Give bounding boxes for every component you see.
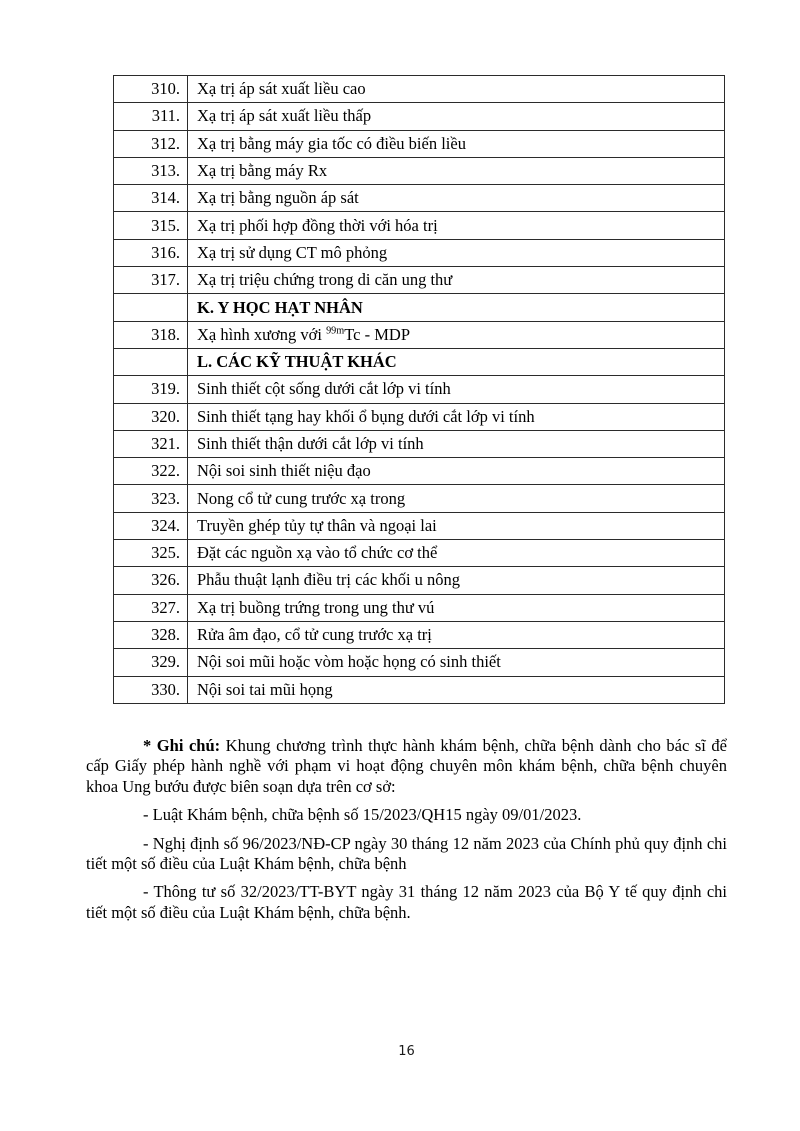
section-header-row — [114, 294, 725, 321]
row-number: 330. — [114, 676, 188, 703]
table-row — [114, 76, 725, 103]
procedure-name: Xạ trị bằng máy Rx — [188, 157, 725, 184]
row-number: 324. — [114, 512, 188, 539]
table-row — [114, 485, 725, 512]
row-number: 321. — [114, 430, 188, 457]
isotope-superscript: 99m — [326, 325, 345, 337]
row-number: 316. — [114, 239, 188, 266]
procedure-name: Phẫu thuật lạnh điều trị các khối u nông — [188, 567, 725, 594]
table-row — [114, 239, 725, 266]
table-row — [114, 540, 725, 567]
table-row — [114, 212, 725, 239]
note-text: - Luật Khám bệnh, chữa bệnh số 15/2023/QH15 ngày 09/01/2023. — [143, 805, 582, 825]
row-number: 326. — [114, 567, 188, 594]
procedure-name: Xạ trị bằng nguồn áp sát — [188, 185, 725, 212]
procedure-name: Nong cổ tử cung trước xạ trong — [188, 485, 725, 512]
table-row — [114, 430, 725, 457]
row-number: 313. — [114, 157, 188, 184]
note-text: - Nghị định số 96/2023/NĐ-CP ngày 30 tháng 12 năm 2023 của Chính phủ quy định chi tiết một số điều của Luật Khám bệnh, chữa bệnh — [86, 833, 727, 874]
table-row — [114, 185, 725, 212]
procedure-name: Xạ trị triệu chứng trong di căn ung thư — [188, 267, 725, 294]
table-row — [114, 130, 725, 157]
procedure-name: Sinh thiết tạng hay khối ổ bụng dưới cắt lớp vi tính — [188, 403, 725, 430]
procedure-name: Rửa âm đạo, cổ tử cung trước xạ trị — [188, 621, 725, 648]
section-header-label: L. CÁC KỸ THUẬT KHÁC — [188, 348, 725, 375]
note-label: * Ghi chú: — [143, 736, 221, 755]
note-paragraph — [86, 805, 727, 825]
note-text: - Thông tư số 32/2023/TT-BYT ngày 31 tháng 12 năm 2023 của Bộ Y tế quy định chi tiết một số điều của Luật Khám bệnh, chữa bệnh. — [86, 882, 727, 922]
table-row — [114, 157, 725, 184]
table-row — [114, 321, 725, 348]
procedure-name: Xạ hình xương với $^{99m}$Tc - MDP — [188, 321, 725, 348]
row-number — [114, 348, 188, 375]
section-header-row — [114, 348, 725, 375]
table-row — [114, 594, 725, 621]
page-number: 16 — [398, 1044, 415, 1059]
row-number: 323. — [114, 485, 188, 512]
procedure-name: Truyền ghép tủy tự thân và ngoại lai — [188, 512, 725, 539]
note-paragraph — [86, 834, 727, 875]
row-number: 312. — [114, 130, 188, 157]
table-row — [114, 676, 725, 703]
row-number: 320. — [114, 403, 188, 430]
procedure-name: Nội soi mũi hoặc vòm hoặc họng có sinh thiết — [188, 649, 725, 676]
table-row — [114, 376, 725, 403]
procedure-name: Sinh thiết cột sống dưới cắt lớp vi tính — [188, 376, 725, 403]
table-row — [114, 621, 725, 648]
row-number: 318. — [114, 321, 188, 348]
section-header-label: K. Y HỌC HẠT NHÂN — [188, 294, 725, 321]
table-row — [114, 458, 725, 485]
row-number: 325. — [114, 540, 188, 567]
row-number — [114, 294, 188, 321]
row-number: 319. — [114, 376, 188, 403]
table-row — [114, 512, 725, 539]
note-paragraph — [86, 882, 727, 923]
procedure-name: Xạ trị áp sát xuất liều thấp — [188, 103, 725, 130]
table-row — [114, 267, 725, 294]
row-number: 311. — [114, 103, 188, 130]
table-row — [114, 649, 725, 676]
procedure-name: Xạ trị bằng máy gia tốc có điều biến liều — [188, 130, 725, 157]
row-number: 317. — [114, 267, 188, 294]
procedure-name: Sinh thiết thận dưới cắt lớp vi tính — [188, 430, 725, 457]
note-text: Khung chương trình thực hành khám bệnh, chữa bệnh dành cho bác sĩ để cấp Giấy phép hành nghề với phạm vi hoạt động chuyên môn khám bệnh, chữa bệnh chuyên khoa Ung bướu được biên soạn dựa trên cơ sở: — [86, 736, 727, 796]
note-paragraph — [86, 736, 727, 797]
row-number: 322. — [114, 458, 188, 485]
procedure-table — [113, 75, 725, 704]
row-number: 327. — [114, 594, 188, 621]
procedure-name: Xạ trị sử dụng CT mô phỏng — [188, 239, 725, 266]
row-number: 315. — [114, 212, 188, 239]
row-number: 310. — [114, 76, 188, 103]
table-row — [114, 567, 725, 594]
procedure-name: Nội soi sinh thiết niệu đạo — [188, 458, 725, 485]
row-number: 328. — [114, 621, 188, 648]
row-number: 314. — [114, 185, 188, 212]
procedure-name: Xạ trị áp sát xuất liều cao — [188, 76, 725, 103]
procedure-name: Xạ trị phối hợp đồng thời với hóa trị — [188, 212, 725, 239]
procedure-name: Nội soi tai mũi họng — [188, 676, 725, 703]
procedure-name: Đặt các nguồn xạ vào tổ chức cơ thể — [188, 540, 725, 567]
row-number: 329. — [114, 649, 188, 676]
notes-section — [86, 736, 727, 931]
procedure-table-body — [114, 76, 725, 704]
table-row — [114, 103, 725, 130]
table-row — [114, 403, 725, 430]
procedure-name: Xạ trị buồng trứng trong ung thư vú — [188, 594, 725, 621]
